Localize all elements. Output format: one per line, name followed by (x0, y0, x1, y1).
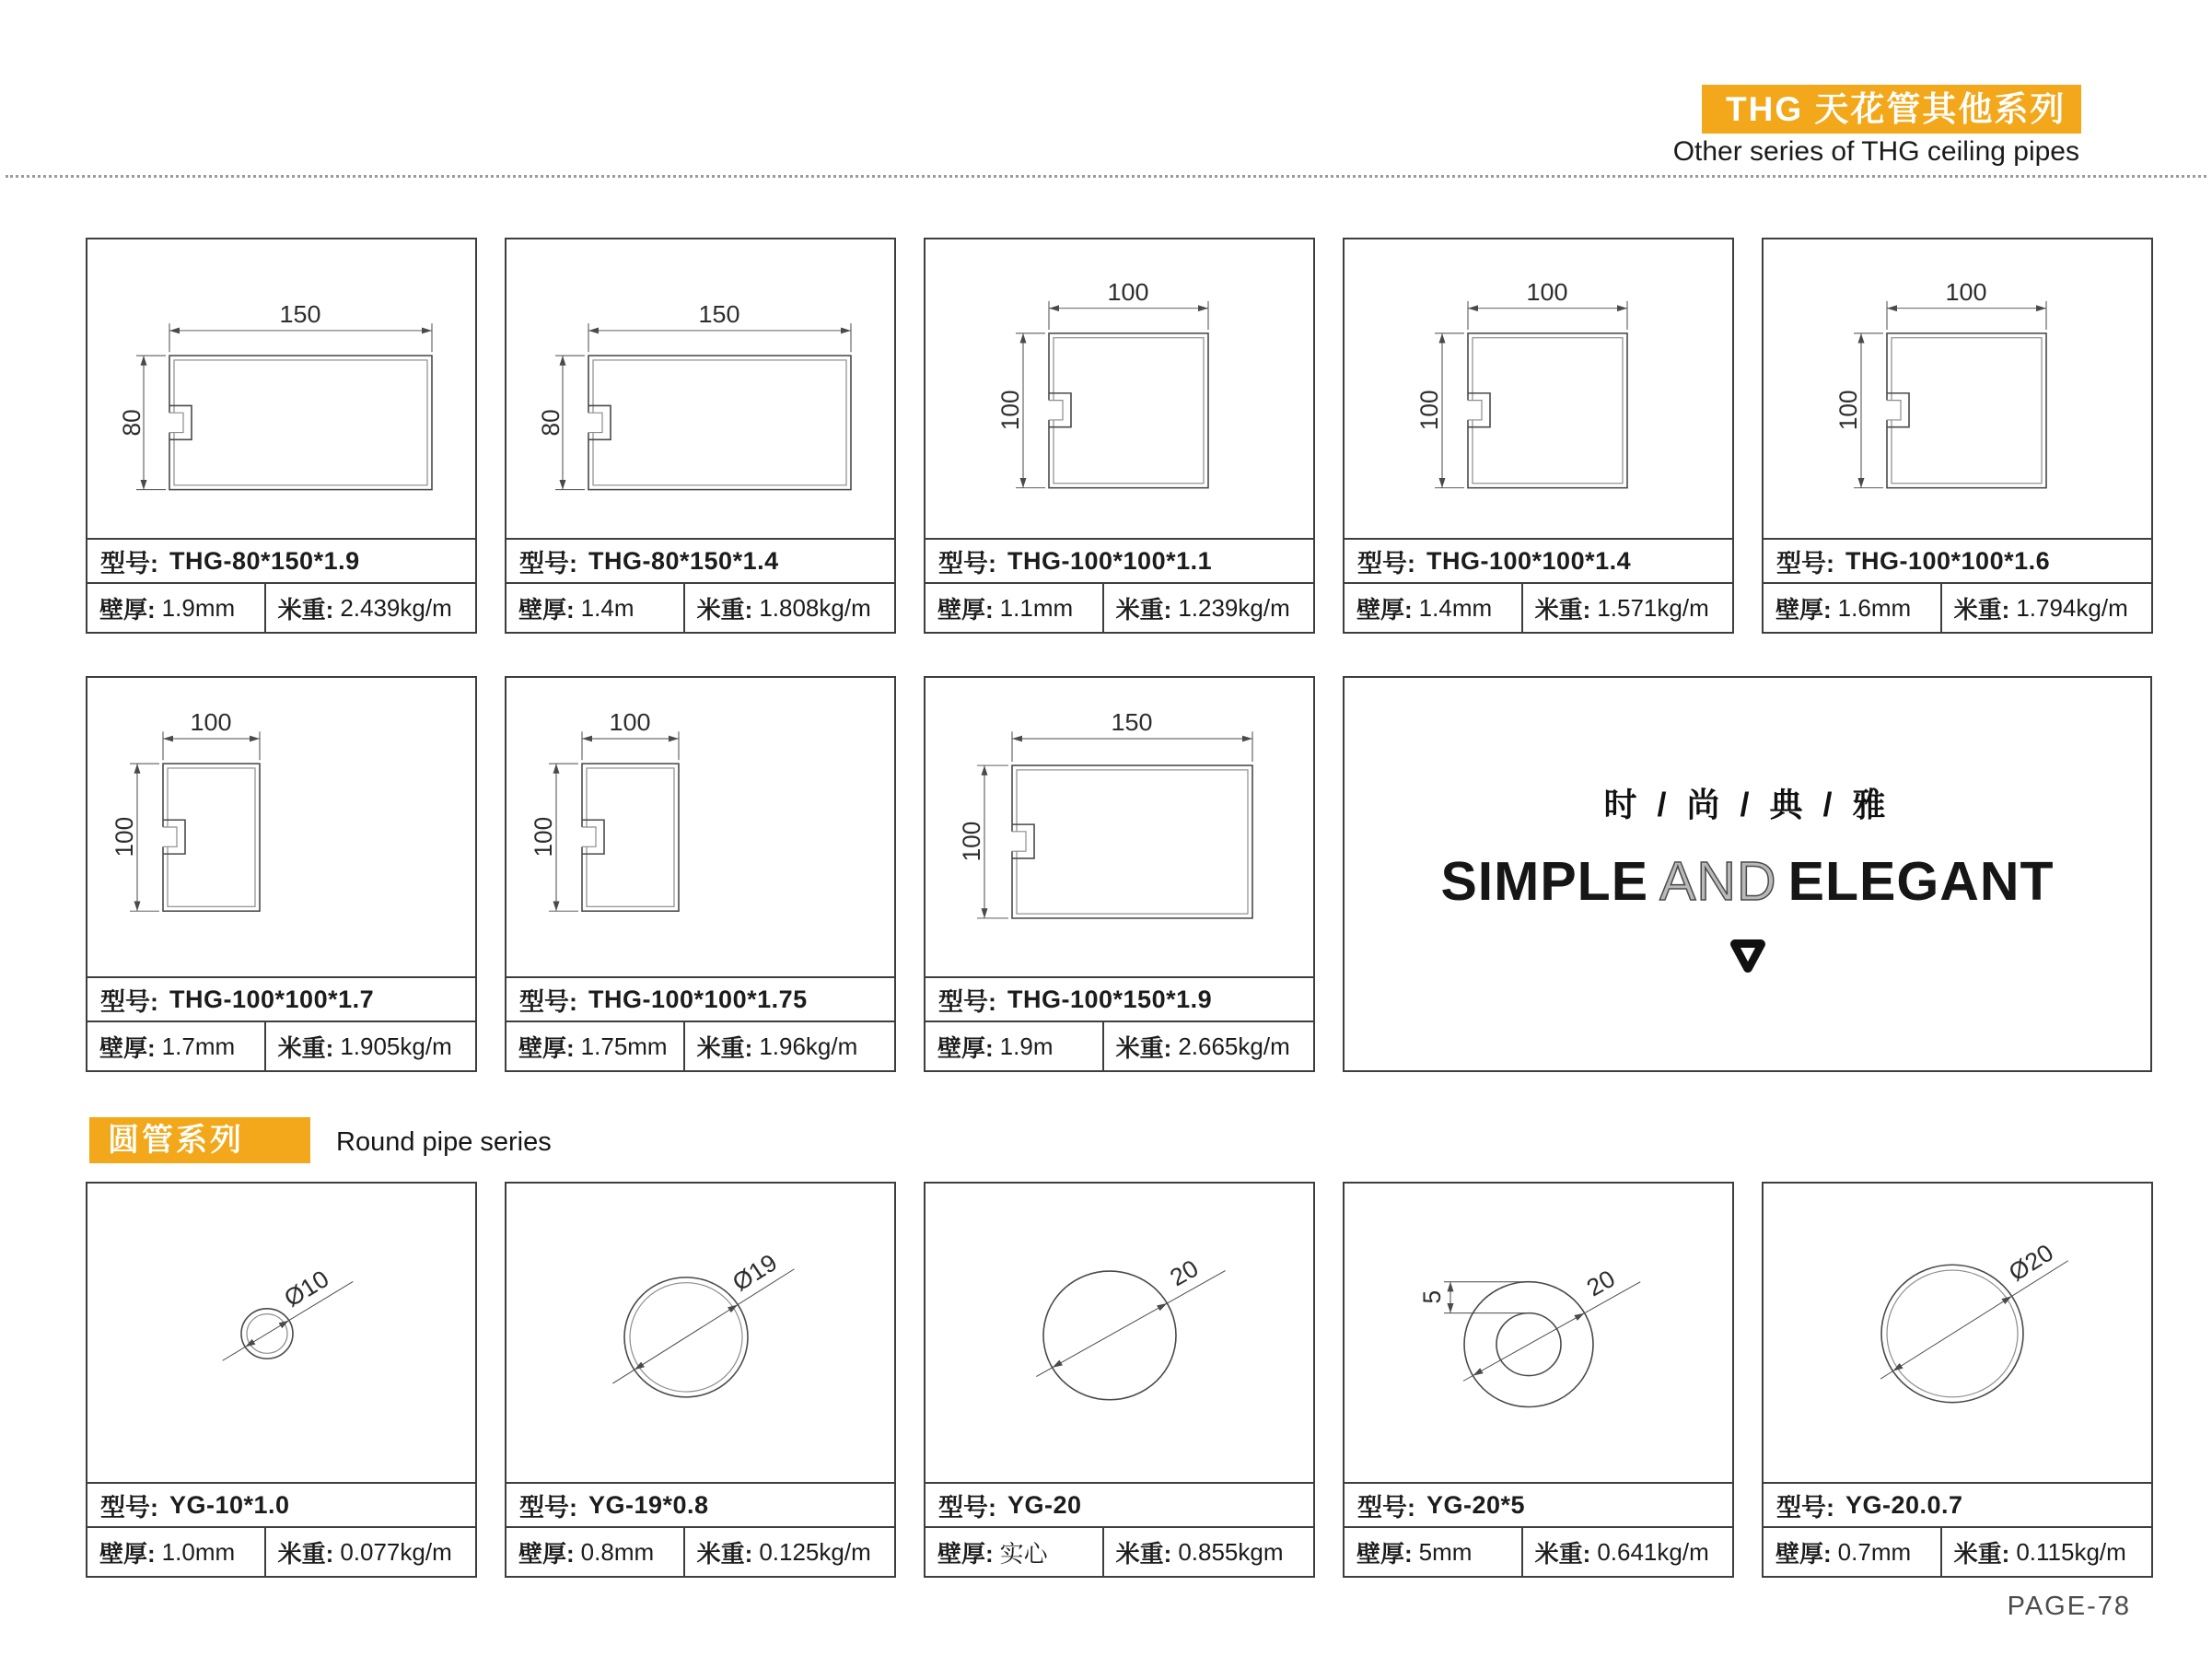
round-pipe-diagram (506, 1184, 894, 1482)
wall-value: 1.9mm (161, 593, 236, 622)
profile-drawing (1345, 239, 1732, 538)
model-label: 型号: (100, 549, 158, 577)
wall-value: 1.6mm (1837, 593, 1912, 622)
diameter-label: Ø19 (727, 1248, 783, 1297)
promo-word-simple: SIMPLE (1440, 850, 1649, 912)
product-card (86, 1182, 477, 1578)
profile-drawing (87, 678, 475, 976)
model-label: 型号: (100, 987, 158, 1016)
dim-width-label: 100 (1945, 278, 1987, 306)
round-pipe-diagram (1764, 1184, 2151, 1482)
product-card (505, 238, 896, 634)
profile-drawing (1345, 1184, 1732, 1482)
spec-row (1764, 582, 2151, 632)
product-card (924, 1182, 1315, 1578)
weight-value: 0.855kgm (1178, 1537, 1284, 1566)
model-row (506, 1482, 894, 1526)
wall-value: 1.4mm (1418, 593, 1493, 622)
wall-label: 壁厚: (1356, 595, 1413, 624)
profile-drawing (506, 678, 894, 976)
model-value: THG-80*150*1.4 (588, 546, 779, 575)
spec-row (926, 1021, 1313, 1070)
profile-drawing (926, 1184, 1313, 1482)
model-value: YG-19*0.8 (588, 1490, 709, 1519)
profile-drawing (506, 1184, 894, 1482)
round-pipe-badge: 圆管系列 (89, 1117, 310, 1163)
profile-drawing (926, 239, 1313, 538)
wall-value: 1.75mm (580, 1032, 668, 1060)
spec-row (926, 1526, 1313, 1576)
spec-row (87, 1021, 475, 1070)
wall-value: 1.1mm (999, 593, 1074, 622)
dim-height-label: 100 (1834, 390, 1863, 431)
model-row (87, 976, 475, 1021)
wall-label: 壁厚: (1775, 1539, 1832, 1568)
model-value: YG-20*5 (1426, 1490, 1526, 1519)
wall-label: 壁厚: (1775, 595, 1832, 624)
weight-value: 1.905kg/m (340, 1032, 452, 1060)
model-label: 型号: (1776, 1493, 1834, 1522)
product-card (505, 1182, 896, 1578)
dim-height-label: 80 (536, 409, 565, 437)
profile-drawing (1764, 239, 2151, 538)
profile-drawing (926, 678, 1313, 976)
rect-profile-diagram (87, 678, 475, 976)
weight-label: 米重: (277, 595, 334, 624)
weight-value: 1.794kg/m (2016, 593, 2128, 622)
spec-row (87, 582, 475, 632)
profile-drawing (87, 1184, 475, 1482)
model-label: 型号: (519, 549, 577, 577)
dim-width-label: 150 (1111, 708, 1153, 737)
weight-label: 米重: (696, 1033, 753, 1062)
dim-height-label: 100 (957, 821, 986, 862)
model-row (506, 976, 894, 1021)
model-row (1345, 538, 1732, 582)
wall-label: 壁厚: (518, 1033, 575, 1062)
diameter-label: Ø20 (2003, 1238, 2059, 1287)
wall-label: 壁厚: (99, 1033, 156, 1062)
profile-drawing (1764, 1184, 2151, 1482)
rect-profile-diagram (506, 239, 894, 538)
model-value: THG-100*100*1.4 (1426, 546, 1632, 575)
weight-label: 米重: (1115, 595, 1172, 624)
spec-row (87, 1526, 475, 1576)
spec-row (1345, 1526, 1732, 1576)
model-label: 型号: (519, 1493, 577, 1522)
product-card (86, 238, 477, 634)
weight-value: 0.077kg/m (340, 1537, 452, 1566)
profile-drawing (87, 239, 475, 538)
wall-label: 壁厚: (99, 595, 156, 624)
page-number: PAGE-78 (2007, 1592, 2131, 1621)
rect-profile-diagram (506, 678, 894, 976)
product-card (924, 676, 1315, 1072)
model-value: THG-100*100*1.7 (169, 985, 375, 1013)
model-row (1764, 1482, 2151, 1526)
model-label: 型号: (1776, 549, 1834, 577)
model-label: 型号: (938, 549, 996, 577)
weight-label: 米重: (1115, 1539, 1172, 1568)
product-card (1343, 1182, 1734, 1578)
weight-label: 米重: (696, 595, 753, 624)
round-pipe-label: Round pipe series (336, 1127, 552, 1157)
weight-value: 2.665kg/m (1178, 1032, 1290, 1060)
diameter-label: 20 (1581, 1265, 1620, 1302)
model-value: THG-100*100*1.6 (1845, 546, 2051, 575)
rect-profile-diagram (1345, 239, 1732, 538)
wall-value: 0.8mm (580, 1537, 655, 1566)
wall-value: 1.7mm (161, 1032, 236, 1060)
weight-value: 1.96kg/m (759, 1032, 858, 1060)
dim-width-label: 100 (609, 708, 651, 737)
wall-label: 壁厚: (518, 1539, 575, 1568)
dim-height-label: 100 (1415, 390, 1444, 431)
model-label: 型号: (519, 987, 577, 1016)
weight-value: 1.808kg/m (759, 593, 871, 622)
weight-label: 米重: (277, 1033, 334, 1062)
weight-value: 0.641kg/m (1597, 1537, 1709, 1566)
model-row (87, 538, 475, 582)
weight-label: 米重: (277, 1539, 334, 1568)
rect-profile-diagram (1764, 239, 2151, 538)
weight-value: 1.571kg/m (1597, 593, 1709, 622)
product-card (924, 238, 1315, 634)
weight-value: 0.125kg/m (759, 1537, 871, 1566)
promo-word-and: AND (1659, 850, 1777, 912)
weight-label: 米重: (1534, 1539, 1591, 1568)
wall-label: 壁厚: (937, 1033, 994, 1062)
product-card (1762, 1182, 2153, 1578)
wall-thickness-label: 5 (1417, 1289, 1447, 1304)
model-row (926, 538, 1313, 582)
dim-width-label: 100 (1107, 278, 1149, 306)
model-value: YG-10*1.0 (169, 1490, 290, 1519)
dim-height-label: 80 (117, 409, 146, 437)
wall-label: 壁厚: (1356, 1539, 1413, 1568)
dim-width-label: 100 (190, 708, 232, 737)
weight-label: 米重: (1953, 1539, 2010, 1568)
dim-width-label: 150 (279, 300, 321, 329)
model-label: 型号: (1357, 549, 1415, 577)
round-pipe-diagram (926, 1184, 1313, 1482)
model-row (87, 1482, 475, 1526)
wall-label: 壁厚: (937, 595, 994, 624)
down-triangle-icon (1727, 937, 1769, 977)
model-value: YG-20 (1007, 1490, 1082, 1519)
model-value: THG-100*150*1.9 (1007, 985, 1213, 1013)
spec-row (506, 1526, 894, 1576)
page-title-cn: THG 天花管其他系列 (1702, 85, 2081, 134)
weight-label: 米重: (1115, 1033, 1172, 1062)
spec-row (506, 582, 894, 632)
spec-row (1764, 1526, 2151, 1576)
dim-height-label: 100 (529, 816, 558, 857)
model-value: THG-100*100*1.75 (588, 985, 808, 1013)
weight-label: 米重: (1534, 595, 1591, 624)
model-value: THG-80*150*1.9 (169, 546, 360, 575)
model-row (1345, 1482, 1732, 1526)
wall-label: 壁厚: (937, 1539, 994, 1568)
diameter-label: Ø10 (279, 1265, 334, 1312)
wall-value: 1.9m (999, 1032, 1054, 1060)
dim-height-label: 100 (995, 390, 1025, 431)
weight-label: 米重: (696, 1539, 753, 1568)
dim-height-label: 100 (110, 816, 139, 857)
weight-value: 1.239kg/m (1178, 593, 1290, 622)
rect-profile-diagram (926, 678, 1313, 976)
wall-value: 1.0mm (161, 1537, 236, 1566)
promo-slogan-cn: 时 / 尚 / 典 / 雅 (1603, 785, 1892, 823)
model-label: 型号: (938, 1493, 996, 1522)
model-value: THG-100*100*1.1 (1007, 546, 1213, 575)
round-pipe-diagram (87, 1184, 475, 1482)
weight-value: 0.115kg/m (2016, 1537, 2126, 1566)
model-row (1764, 538, 2151, 582)
dotted-divider (6, 175, 2206, 178)
weight-value: 2.439kg/m (340, 593, 452, 622)
profile-drawing (506, 239, 894, 538)
rect-profile-diagram (926, 239, 1313, 538)
model-label: 型号: (100, 1493, 158, 1522)
wall-value: 1.4m (580, 593, 634, 622)
rect-profile-diagram (87, 239, 475, 538)
product-card (1343, 238, 1734, 634)
product-card (1762, 238, 2153, 634)
model-row (506, 538, 894, 582)
wall-value: 5mm (1418, 1537, 1473, 1566)
product-card (86, 676, 477, 1072)
dim-width-label: 150 (698, 300, 740, 329)
spec-row (1345, 582, 1732, 632)
spec-row (506, 1021, 894, 1070)
promo-word-elegant: ELEGANT (1787, 850, 2055, 912)
diameter-label: 20 (1165, 1254, 1204, 1292)
round-pipe-diagram (1345, 1184, 1732, 1482)
dim-width-label: 100 (1526, 278, 1568, 306)
wall-value: 实心 (999, 1539, 1048, 1568)
model-row (926, 1482, 1313, 1526)
model-label: 型号: (938, 987, 996, 1016)
wall-label: 壁厚: (518, 595, 575, 624)
weight-label: 米重: (1953, 595, 2010, 624)
wall-label: 壁厚: (99, 1539, 156, 1568)
promo-banner (1343, 676, 2152, 1072)
model-row (926, 976, 1313, 1021)
model-value: YG-20.0.7 (1845, 1490, 1963, 1519)
product-card (505, 676, 896, 1072)
page-title-en: Other series of THG ceiling pipes (1672, 136, 2079, 167)
wall-value: 0.7mm (1837, 1537, 1912, 1566)
spec-row (926, 582, 1313, 632)
promo-slogan-en (1440, 850, 2054, 913)
model-label: 型号: (1357, 1493, 1415, 1522)
